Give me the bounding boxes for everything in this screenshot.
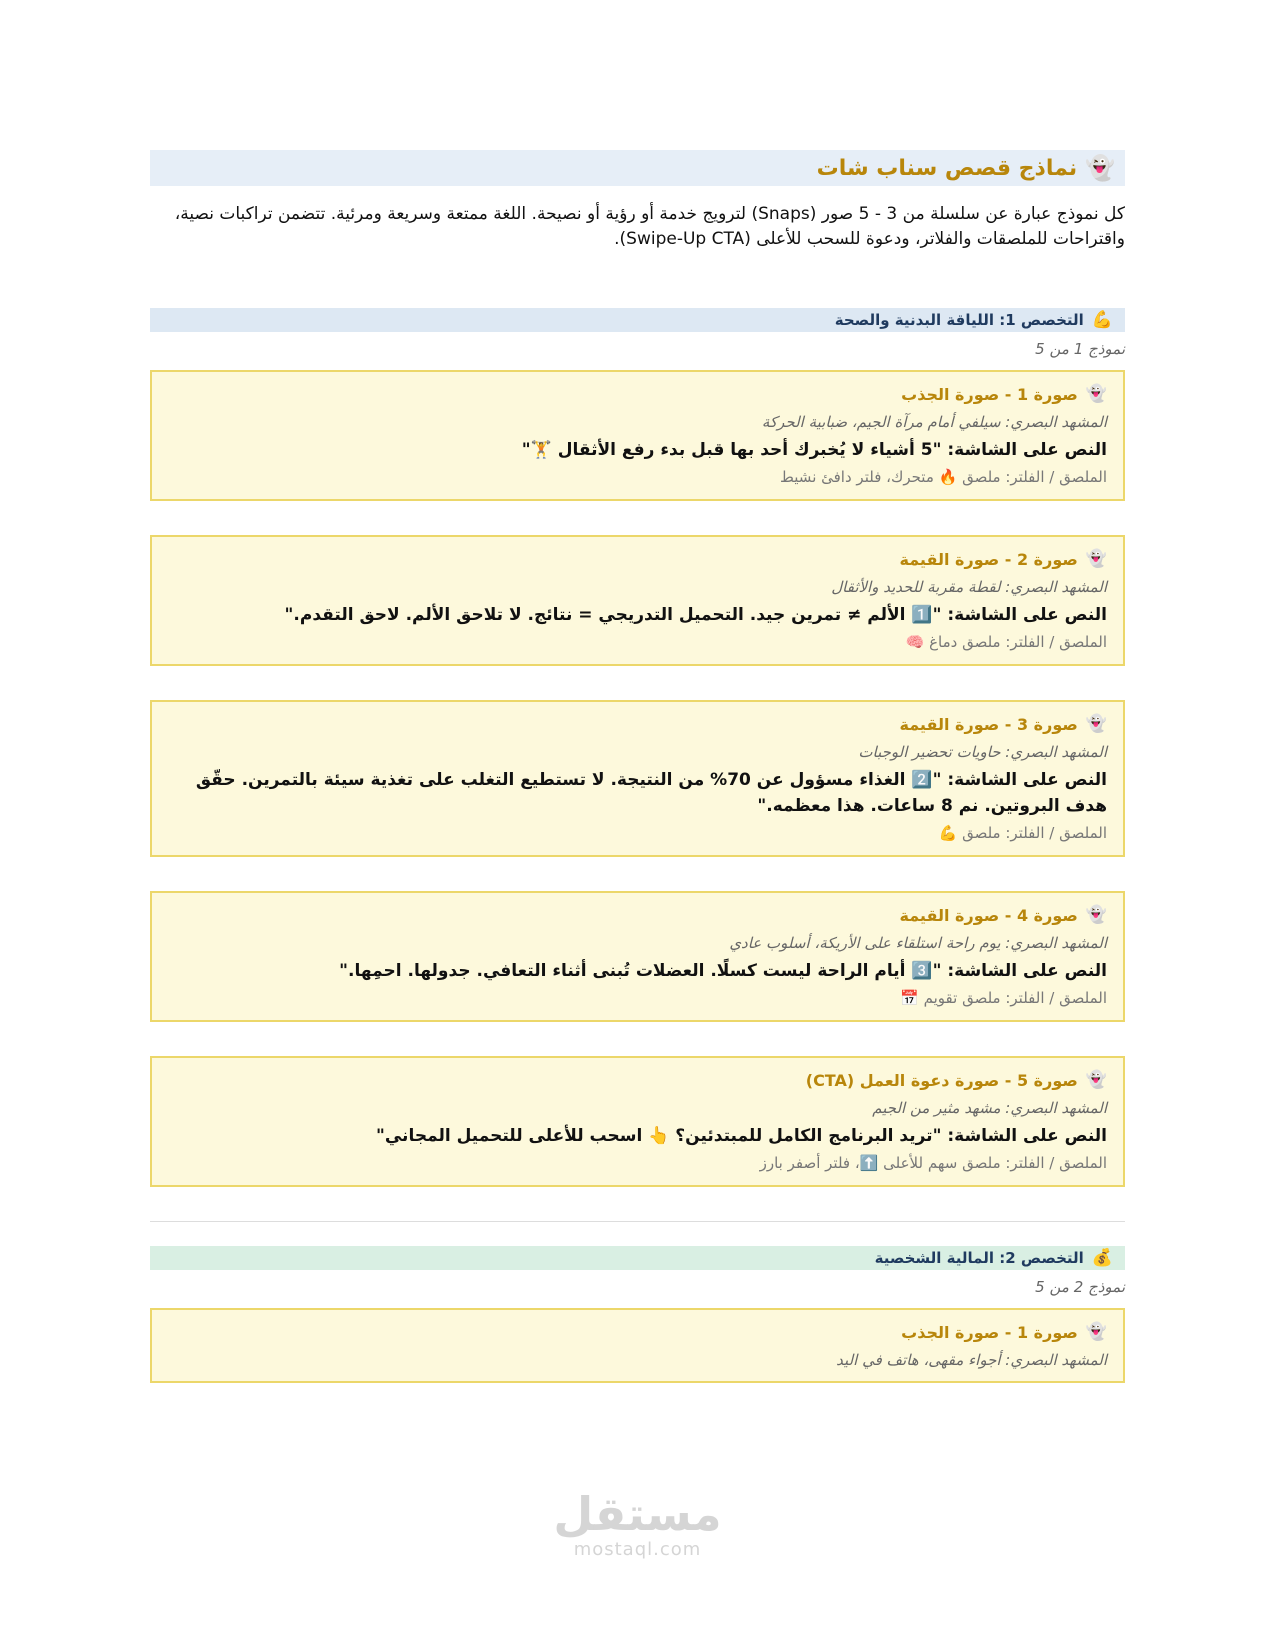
snap-title bbox=[168, 1067, 1107, 1093]
snap-screen-text: النص على الشاشة: "1️⃣ الألم ≠ تمرين جيد. التحميل التدريجي = نتائج. لا تلاحق الألم. لاحق التقدم." bbox=[284, 605, 1107, 625]
sample-counter: نموذج 1 من 5 bbox=[1035, 340, 1125, 358]
ghost-icon: 👻 bbox=[1085, 1070, 1107, 1090]
ghost-icon: 👻 bbox=[1085, 1322, 1107, 1342]
ghost-icon: 👻 bbox=[1085, 549, 1107, 569]
snap-sticker: الملصق / الفلتر: ملصق سهم للأعلى ⬆️، فلتر أصفر بارز bbox=[759, 1154, 1107, 1172]
snap-visual: المشهد البصري: حاويات تحضير الوجبات bbox=[858, 743, 1107, 761]
sample-counter: نموذج 2 من 5 bbox=[1035, 1278, 1125, 1296]
snap-card bbox=[150, 1308, 1125, 1383]
watermark bbox=[0, 1488, 1275, 1560]
snap-title-text: صورة 3 - صورة القيمة bbox=[899, 714, 1078, 734]
snap-title-text: صورة 4 - صورة القيمة bbox=[899, 905, 1078, 925]
niche-heading-fitness bbox=[150, 308, 1125, 332]
page-title-text: نماذج قصص سناب شات bbox=[816, 155, 1078, 181]
snap-screen-text: النص على الشاشة: "3️⃣ أيام الراحة ليست كسلًا. العضلات تُبنى أثناء التعافي. جدولها. احمِها." bbox=[339, 961, 1107, 981]
snap-sticker: الملصق / الفلتر: ملصق تقويم 📅 bbox=[900, 989, 1107, 1007]
snap-title bbox=[168, 546, 1107, 572]
niche-title: التخصص 2: المالية الشخصية bbox=[874, 1249, 1084, 1267]
snap-card bbox=[150, 700, 1125, 857]
page-title bbox=[150, 150, 1125, 186]
snap-title-text: صورة 5 - صورة دعوة العمل (CTA) bbox=[805, 1070, 1078, 1090]
snap-visual: المشهد البصري: سيلفي أمام مرآة الجيم، ضبابية الحركة bbox=[761, 413, 1107, 431]
snap-visual: المشهد البصري: يوم راحة استلقاء على الأريكة، أسلوب عادي bbox=[729, 934, 1107, 952]
document-page bbox=[150, 150, 1125, 1383]
snap-title-text: صورة 2 - صورة القيمة bbox=[899, 549, 1078, 569]
snap-title bbox=[168, 902, 1107, 928]
snap-title bbox=[168, 381, 1107, 407]
snap-card bbox=[150, 535, 1125, 666]
snap-card bbox=[150, 891, 1125, 1022]
niche-heading-finance bbox=[150, 1246, 1125, 1270]
snap-screen-text: النص على الشاشة: "2️⃣ الغذاء مسؤول عن 70% من النتيجة. لا تستطيع التغلب على تغذية سيئة بالتمرين. حقّق هدف البروتين. نم 8 ساعات. هذا معظمه." bbox=[195, 770, 1107, 816]
ghost-icon: 👻 bbox=[1085, 714, 1107, 734]
intro-paragraph: كل نموذج عبارة عن سلسلة من 3 - 5 صور (Snaps) لترويج خدمة أو رؤية أو نصيحة. اللغة ممتعة وسريعة ومرئية. تتضمن تراكبات نصية، واقتراحات للملصقات والفلاتر، ودعوة للسحب للأعلى (Swipe-Up CTA). bbox=[174, 204, 1125, 249]
section-divider bbox=[150, 1221, 1125, 1222]
snap-visual: المشهد البصري: مشهد مثير من الجيم bbox=[872, 1099, 1107, 1117]
snap-card bbox=[150, 370, 1125, 501]
watermark-url: mostaql.com bbox=[573, 1539, 702, 1560]
snap-card bbox=[150, 1056, 1125, 1187]
snap-visual: المشهد البصري: لقطة مقربة للحديد والأثقال bbox=[831, 578, 1107, 596]
ghost-icon: 👻 bbox=[1085, 384, 1107, 404]
snap-screen-text: النص على الشاشة: "تريد البرنامج الكامل للمبتدئين؟ 👆 اسحب للأعلى للتحميل المجاني" bbox=[376, 1126, 1107, 1146]
snap-sticker: الملصق / الفلتر: ملصق 🔥 متحرك، فلتر دافئ نشيط bbox=[780, 468, 1107, 486]
snap-title bbox=[168, 711, 1107, 737]
niche-title: التخصص 1: اللياقة البدنية والصحة bbox=[834, 311, 1084, 329]
snap-title-text: صورة 1 - صورة الجذب bbox=[901, 1322, 1078, 1342]
money-bag-icon: 💰 bbox=[1091, 1248, 1113, 1268]
snap-screen-text: النص على الشاشة: "5 أشياء لا يُخبرك أحد بها قبل بدء رفع الأثقال 🏋️" bbox=[521, 440, 1107, 460]
ghost-icon: 👻 bbox=[1085, 154, 1115, 182]
snap-visual: المشهد البصري: أجواء مقهى، هاتف في اليد bbox=[836, 1351, 1107, 1369]
snap-title bbox=[168, 1319, 1107, 1345]
ghost-icon: 👻 bbox=[1085, 905, 1107, 925]
snap-title-text: صورة 1 - صورة الجذب bbox=[901, 384, 1078, 404]
watermark-logo: مستقل bbox=[553, 1487, 722, 1541]
snap-sticker: الملصق / الفلتر: ملصق 💪 bbox=[938, 824, 1107, 842]
snap-sticker: الملصق / الفلتر: ملصق دماغ 🧠 bbox=[905, 633, 1107, 651]
flexed-biceps-icon: 💪 bbox=[1091, 310, 1113, 330]
